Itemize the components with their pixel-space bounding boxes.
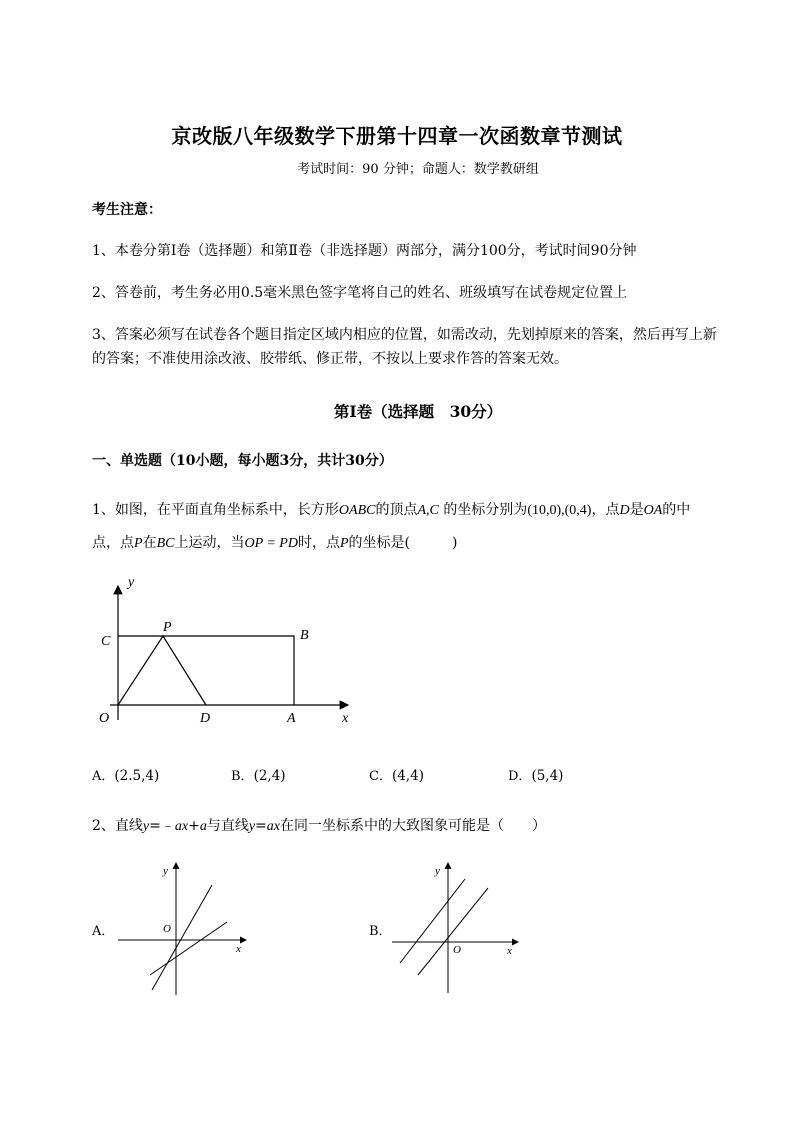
- label-d: D: [200, 711, 211, 726]
- exam-info: 考试时间：90 分钟；命题人：数学教研组: [297, 162, 539, 177]
- page-title: 京改版八年级数学下册第十四章一次函数章节测试: [171, 124, 623, 148]
- line-2: [418, 888, 488, 975]
- notice-heading: 考生注意：: [92, 202, 162, 218]
- rectangle-oabc: [118, 636, 294, 705]
- q2-stem: 2、直线y=﹣ax+a与直线y=ax在同一坐标系中的大致图象可能是（ ）: [92, 818, 546, 834]
- label-c: C: [101, 634, 111, 649]
- label-y: y: [128, 575, 135, 590]
- q1-figure: [90, 570, 370, 730]
- label-o: O: [453, 944, 461, 956]
- triangle-opd: [118, 636, 206, 705]
- line-1: [152, 885, 212, 990]
- q2-option-b-label[interactable]: B．: [369, 924, 392, 939]
- part-heading: 一、单选题（10小题，每小题3分，共计30分）: [92, 453, 393, 469]
- notice-item-1: 1、本卷分第Ⅰ卷（选择题）和第Ⅱ卷（非选择题）两部分，满分100分，考试时间90分钟: [92, 243, 637, 259]
- q2-option-a-label[interactable]: A．: [92, 924, 115, 939]
- notice-item-3-cont: 的答案；不准使用涂改液、胶带纸、修正带，不按以上要求作答的答案无效。: [92, 351, 568, 367]
- q1-option-c[interactable]: C．(4,4): [369, 768, 424, 784]
- label-x: x: [507, 945, 512, 957]
- q2-graph-b: [388, 855, 528, 1000]
- label-y: y: [163, 865, 168, 877]
- notice-item-3: 3、答案必须写在试卷各个题目指定区域内相应的位置，如需改动，先划掉原来的答案，然后再写上新: [92, 327, 717, 343]
- q1-line-1: 1、如图，在平面直角坐标系中，长方形OABC的顶点A,C 的坐标分别为(10,0),(0,4)，点D是OA的中: [92, 502, 691, 518]
- section-title: 第Ⅰ卷（选择题 30分）: [333, 402, 503, 421]
- label-y: y: [435, 865, 440, 877]
- q1-option-b[interactable]: B．(2,4): [231, 768, 286, 784]
- notice-item-2: 2、答卷前，考生务必用0.5毫米黑色签字笔将自己的姓名、班级填写在试卷规定位置上: [92, 285, 628, 301]
- q1-option-a[interactable]: A．(2.5,4): [92, 768, 160, 784]
- label-a: A: [287, 711, 296, 726]
- q2-graph-a: [112, 855, 252, 1000]
- q1-line-2: 点，点P在BC上运动，当OP = PD时，点P的坐标是( ): [92, 535, 458, 551]
- label-o: O: [99, 711, 110, 726]
- label-o: O: [163, 923, 171, 935]
- label-p: P: [163, 620, 172, 635]
- line-2: [150, 922, 227, 975]
- label-b: B: [300, 628, 309, 643]
- label-x: x: [342, 711, 349, 726]
- label-x: x: [236, 943, 241, 955]
- q1-option-d[interactable]: D．(5,4): [508, 768, 564, 784]
